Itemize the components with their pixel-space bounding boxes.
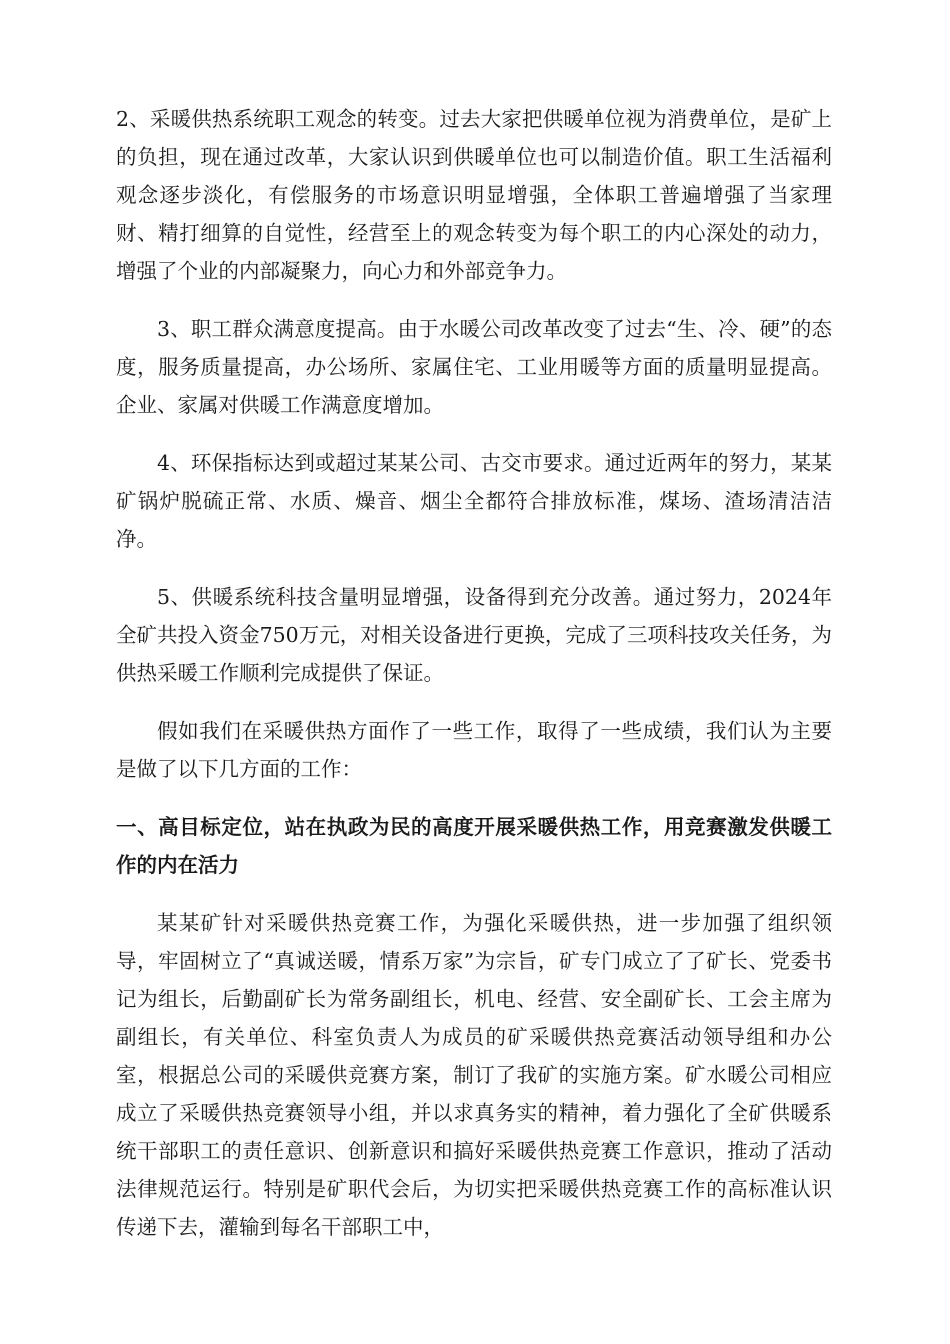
section-heading-1: 一、高目标定位，站在执政为民的高度开展采暖供热工作，用竞赛激发供暖工作的内在活力 [116,815,832,877]
paragraph-environmental: 4、环保指标达到或超过某某公司、古交市要求。通过近两年的努力，某某矿锅炉脱硫正常、水质、燥音、烟尘全都符合排放标准，煤场、渣场清洁洁净。 [116,451,832,551]
document-page [116,100,832,1266]
paragraph-satisfaction: 3、职工群众满意度提高。由于水暖公司改革改变了过去“生、冷、硬”的态度，服务质量提高，办公场所、家属住宅、工业用暖等方面的质量明显提高。企业、家属对供暖工作满意度增加。 [116,317,832,417]
paragraph-employee-mindset: 2、采暖供热系统职工观念的转变。过去大家把供暖单位视为消费单位，是矿上的负担，现在通过改革，大家认识到供暖单位也可以制造价值。职工生活福利观念逐步淡化，有偿服务的市场意识明显增强，全体职工普遍增强了当家理财、精打细算的自觉性，经营至上的观念转变为每个职工的内心深处的动力，增强了个业的内部凝聚力，向心力和外部竞争力。 [116,107,832,283]
paragraph-organization: 某某矿针对采暖供热竞赛工作，为强化采暖供热，进一步加强了组织领导，牢固树立了“真诚送暖，情系万家”为宗旨，矿专门成立了了矿长、党委书记为组长，后勤副矿长为常务副组长，机电、经营、安全副矿长、工会主席为副组长，有关单位、科室负责人为成员的矿采暖供热竞赛活动领导组和办公室，根据总公司的采暖供竞赛方案，制订了我矿的实施方案。矿水暖公司相应成立了采暖供热竞赛领导小组，并以求真务实的精神，着力强化了全矿供暖系统干部职工的责任意识、创新意识和搞好采暖供热竞赛工作意识，推动了活动法律规范运行。特别是矿职代会后，为切实把采暖供热竞赛工作的高标准认识传递下去，灌输到每名干部职工中， [116,911,832,1239]
paragraph-technology: 5、供暖系统科技含量明显增强，设备得到充分改善。通过努力，2024年全矿共投入资金750万元，对相关设备进行更换，完成了三项科技攻关任务，为供热采暖工作顺利完成提供了保证。 [116,585,832,685]
paragraph-summary-intro: 假如我们在采暖供热方面作了一些工作，取得了一些成绩，我们认为主要是做了以下几方面的工作： [116,719,832,781]
